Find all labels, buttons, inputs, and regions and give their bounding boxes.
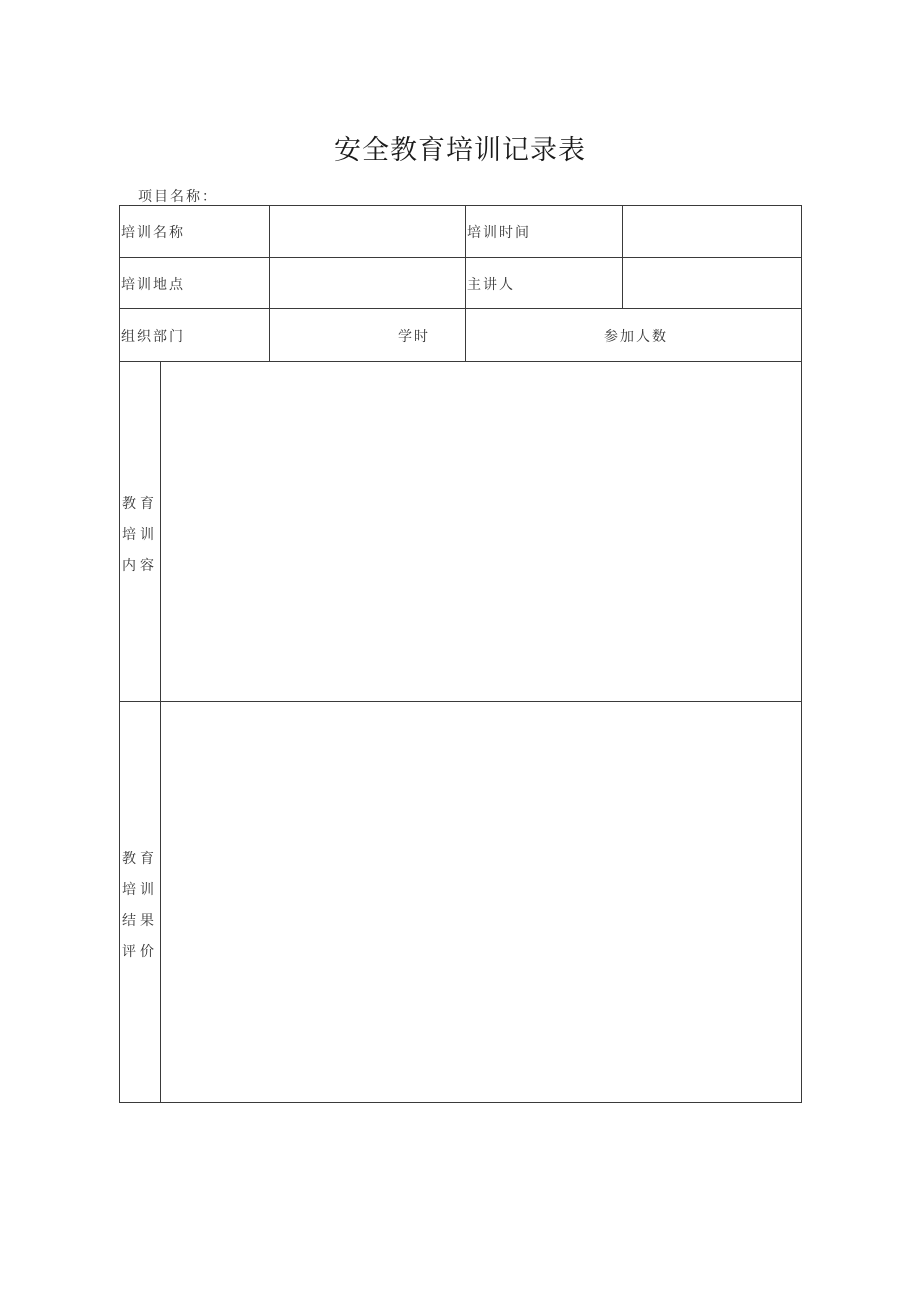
training-time-field[interactable]: [624, 207, 800, 256]
training-name-label: 培训名称: [121, 225, 185, 241]
project-name-label: 项目名称：: [138, 189, 218, 205]
col-divider-narrow: [160, 361, 161, 1103]
class-hours-label: 学时: [398, 329, 430, 345]
table-border-right: [801, 205, 802, 1103]
table-border-left: [119, 205, 120, 1103]
col-divider-right: [622, 205, 623, 309]
org-dept-label: 组织部门: [121, 329, 185, 345]
page-title: 安全教育培训记录表: [334, 135, 586, 166]
row-divider-3: [119, 361, 802, 362]
col-divider-middle: [465, 205, 466, 362]
col-divider-label: [269, 205, 270, 362]
row-divider-1: [119, 257, 802, 258]
row-divider-2: [119, 308, 802, 309]
training-evaluation-field[interactable]: [162, 703, 800, 1101]
training-time-label: 培训时间: [467, 225, 531, 241]
training-place-label: 培训地点: [121, 277, 185, 293]
lecturer-label: 主讲人: [467, 277, 515, 293]
training-content-label: 教育培训内容: [122, 496, 158, 574]
lecturer-field[interactable]: [624, 259, 800, 307]
participants-label: 参加人数: [604, 329, 668, 345]
training-record-table: [119, 205, 802, 1103]
training-place-field[interactable]: [271, 259, 464, 307]
table-border-bottom: [119, 1102, 802, 1103]
training-evaluation-label: 教育培训结果评价: [122, 851, 158, 960]
training-name-field[interactable]: [271, 207, 464, 256]
row-divider-4: [119, 701, 802, 702]
table-border-top: [119, 205, 802, 206]
training-content-field[interactable]: [162, 363, 800, 700]
